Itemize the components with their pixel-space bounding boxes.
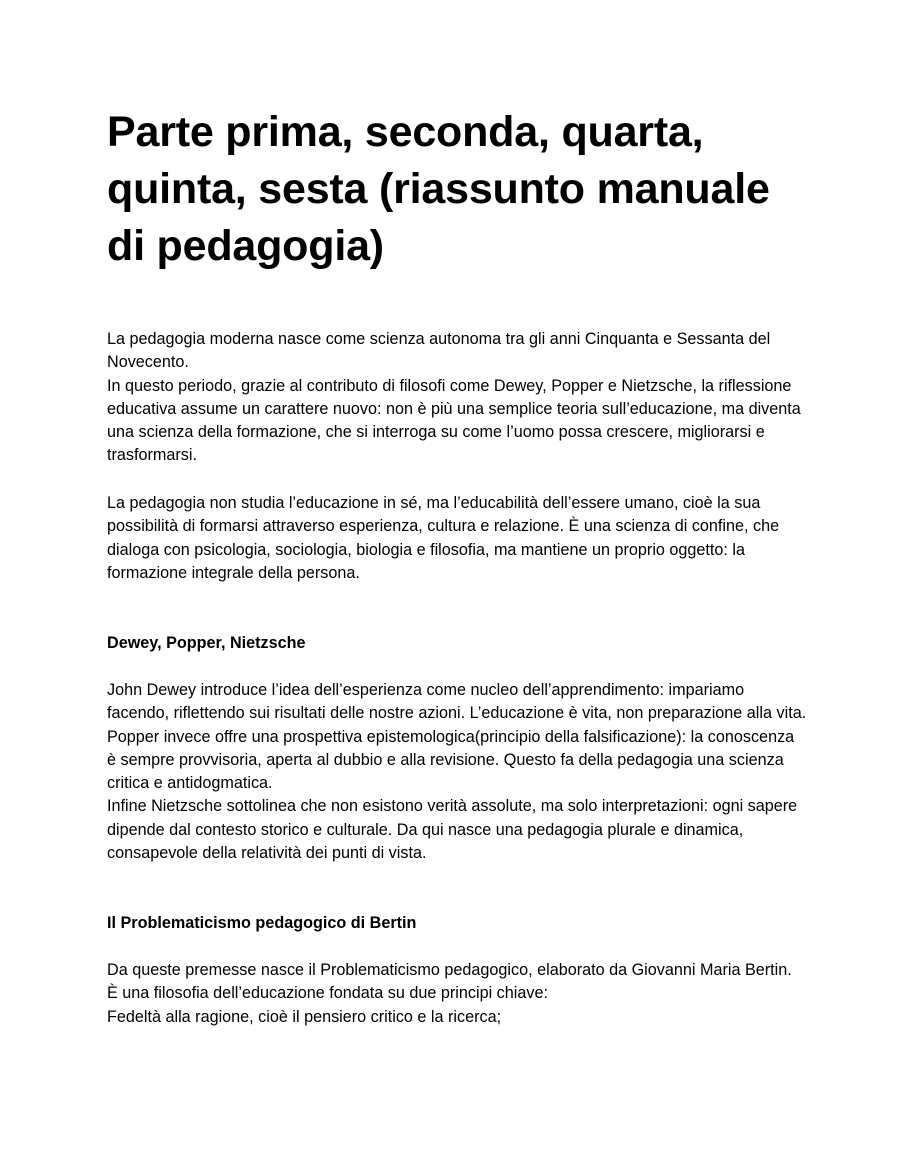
section1-paragraph-1: John Dewey introduce l’idea dell’esperienza come nucleo dell’apprendimento: impariamo facendo, riflettendo sui risultati delle nostre azioni. L’educazione è vita, non preparazione alla vita. <box>107 681 807 723</box>
document-title: Parte prima, seconda, quarta, quinta, sesta (riassunto manuale di pedagogia) <box>107 108 770 270</box>
section1-paragraph-2: Popper invece offre una prospettiva epistemologica(principio della falsificazione): la conoscenza è sempre provvisoria, aperta al dubbio e alla revisione. Questo fa della pedagogia una scienza critica e antidogmatica. <box>107 727 795 793</box>
section2-paragraph-2: È una filosofia dell’educazione fondata su due principi chiave: <box>107 984 548 1003</box>
section2-block <box>107 959 807 1029</box>
section-heading-problematicismo: Il Problematicismo pedagogico di Bertin <box>107 914 417 932</box>
intro-block <box>107 328 807 468</box>
section1-paragraph-3: Infine Nietzsche sottolinea che non esistono verità assolute, ma solo interpretazioni: ogni sapere dipende dal contesto storico e culturale. Da qui nasce una pedagogia plurale e dinamica, consapevole della relatività dei punti di vista. <box>107 797 798 863</box>
intro-block-2 <box>107 492 807 585</box>
section1-block <box>107 679 807 865</box>
section2-paragraph-3: Fedeltà alla ragione, cioè il pensiero critico e la ricerca; <box>107 1007 502 1026</box>
section-heading-dewey-popper-nietzsche: Dewey, Popper, Nietzsche <box>107 634 306 652</box>
section2-paragraph-1: Da queste premesse nasce il Problematicismo pedagogico, elaborato da Giovanni Maria Bertin. <box>107 961 792 979</box>
intro-paragraph-2: In questo periodo, grazie al contributo di filosofi come Dewey, Popper e Nietzsche, la riflessione educativa assume un carattere nuovo: non è più una semplice teoria sull’educazione, ma diventa una scienza della formazione, che si interroga su come l’uomo possa crescere, migliorarsi e trasformarsi. <box>107 376 801 465</box>
intro-paragraph-1: La pedagogia moderna nasce come scienza autonoma tra gli anni Cinquanta e Sessanta del Novecento. <box>107 330 771 372</box>
intro-paragraph-3: La pedagogia non studia l’educazione in sé, ma l’educabilità dell’essere umano, cioè la sua possibilità di formarsi attraverso esperienza, cultura e relazione. È una scienza di confine, che dialoga con psicologia, sociologia, biologia e filosofia, ma mantiene un proprio oggetto: la formazione integrale della persona. <box>107 494 780 582</box>
